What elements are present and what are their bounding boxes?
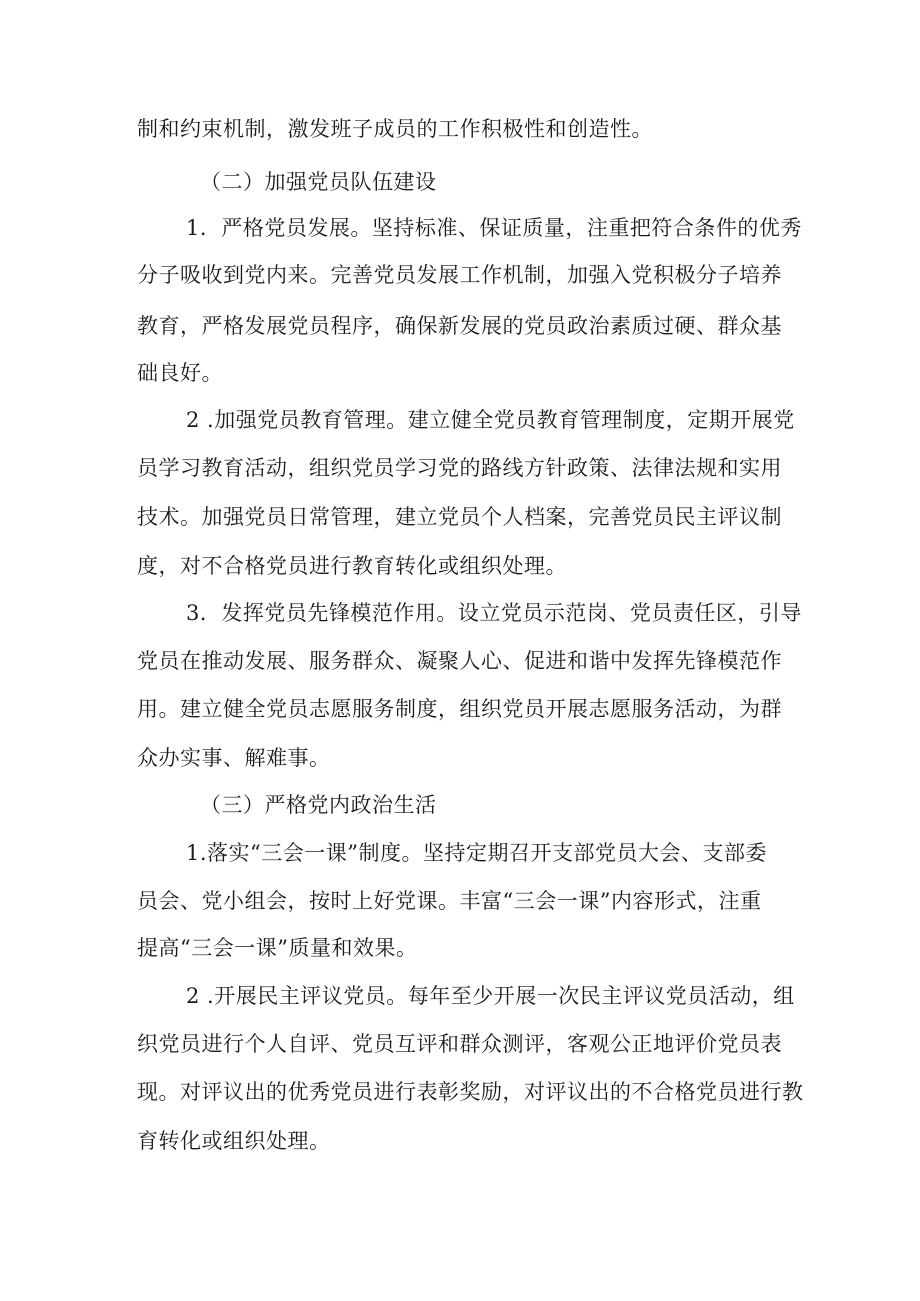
paragraph-line: 度，对不合格党员进行教育转化或组织处理。 [137,554,567,578]
paragraph-line: 2 .开展民主评议党员。每年至少开展一次民主评议党员活动，组 [186,984,795,1008]
paragraph-line: 员学习教育活动，组织党员学习党的路线方针政策、法律法规和实用 [137,456,782,480]
paragraph-line: 现。对评议出的优秀党员进行表彰奖励，对评议出的不合格党员进行教 [137,1080,804,1104]
paragraph-line: 2 .加强党员教育管理。建立健全党员教育管理制度，定期开展党 [186,408,795,432]
body-line: 制和约束机制，激发班子成员的工作积极性和创造性。 [137,117,653,141]
paragraph-line: 众办实事、解难事。 [137,746,331,770]
paragraph-line: 党员在推动发展、服务群众、凝聚人心、促进和谐中发挥先锋模范作 [137,649,782,673]
section-heading: （二）加强党员队伍建设 [200,170,437,194]
paragraph-line: 员会、党小组会，按时上好党课。丰富“三会一课”内容形式，注重 [137,889,762,913]
paragraph-line: 1．严格党员发展。坚持标准、保证质量，注重把符合条件的优秀 [186,216,802,240]
paragraph-line: 分子吸收到党内来。完善党员发展工作机制，加强入党积极分子培养 [137,263,782,287]
section-heading: （三）严格党内政治生活 [200,793,437,817]
paragraph-line: 教育，严格发展党员程序，确保新发展的党员政治素质过硬、群众基 [137,314,782,338]
paragraph-line: 用。建立健全党员志愿服务制度，组织党员开展志愿服务活动，为群 [137,697,782,721]
paragraph-line: 织党员进行个人自评、党员互评和群众测评，客观公正地评价党员表 [137,1032,782,1056]
paragraph-line: 3．发挥党员先锋模范作用。设立党员示范岗、党员责任区，引导 [186,601,802,625]
paragraph-line: 技术。加强党员日常管理，建立党员个人档案，完善党员民主评议制 [137,505,782,529]
paragraph-line: 础良好。 [137,361,223,385]
paragraph-line: 提高“三会一课”质量和效果。 [137,936,418,960]
paragraph-line: 育转化或组织处理。 [137,1129,331,1153]
paragraph-line: 1.落实“三会一课”制度。坚持定期召开支部党员大会、支部委 [186,841,768,865]
